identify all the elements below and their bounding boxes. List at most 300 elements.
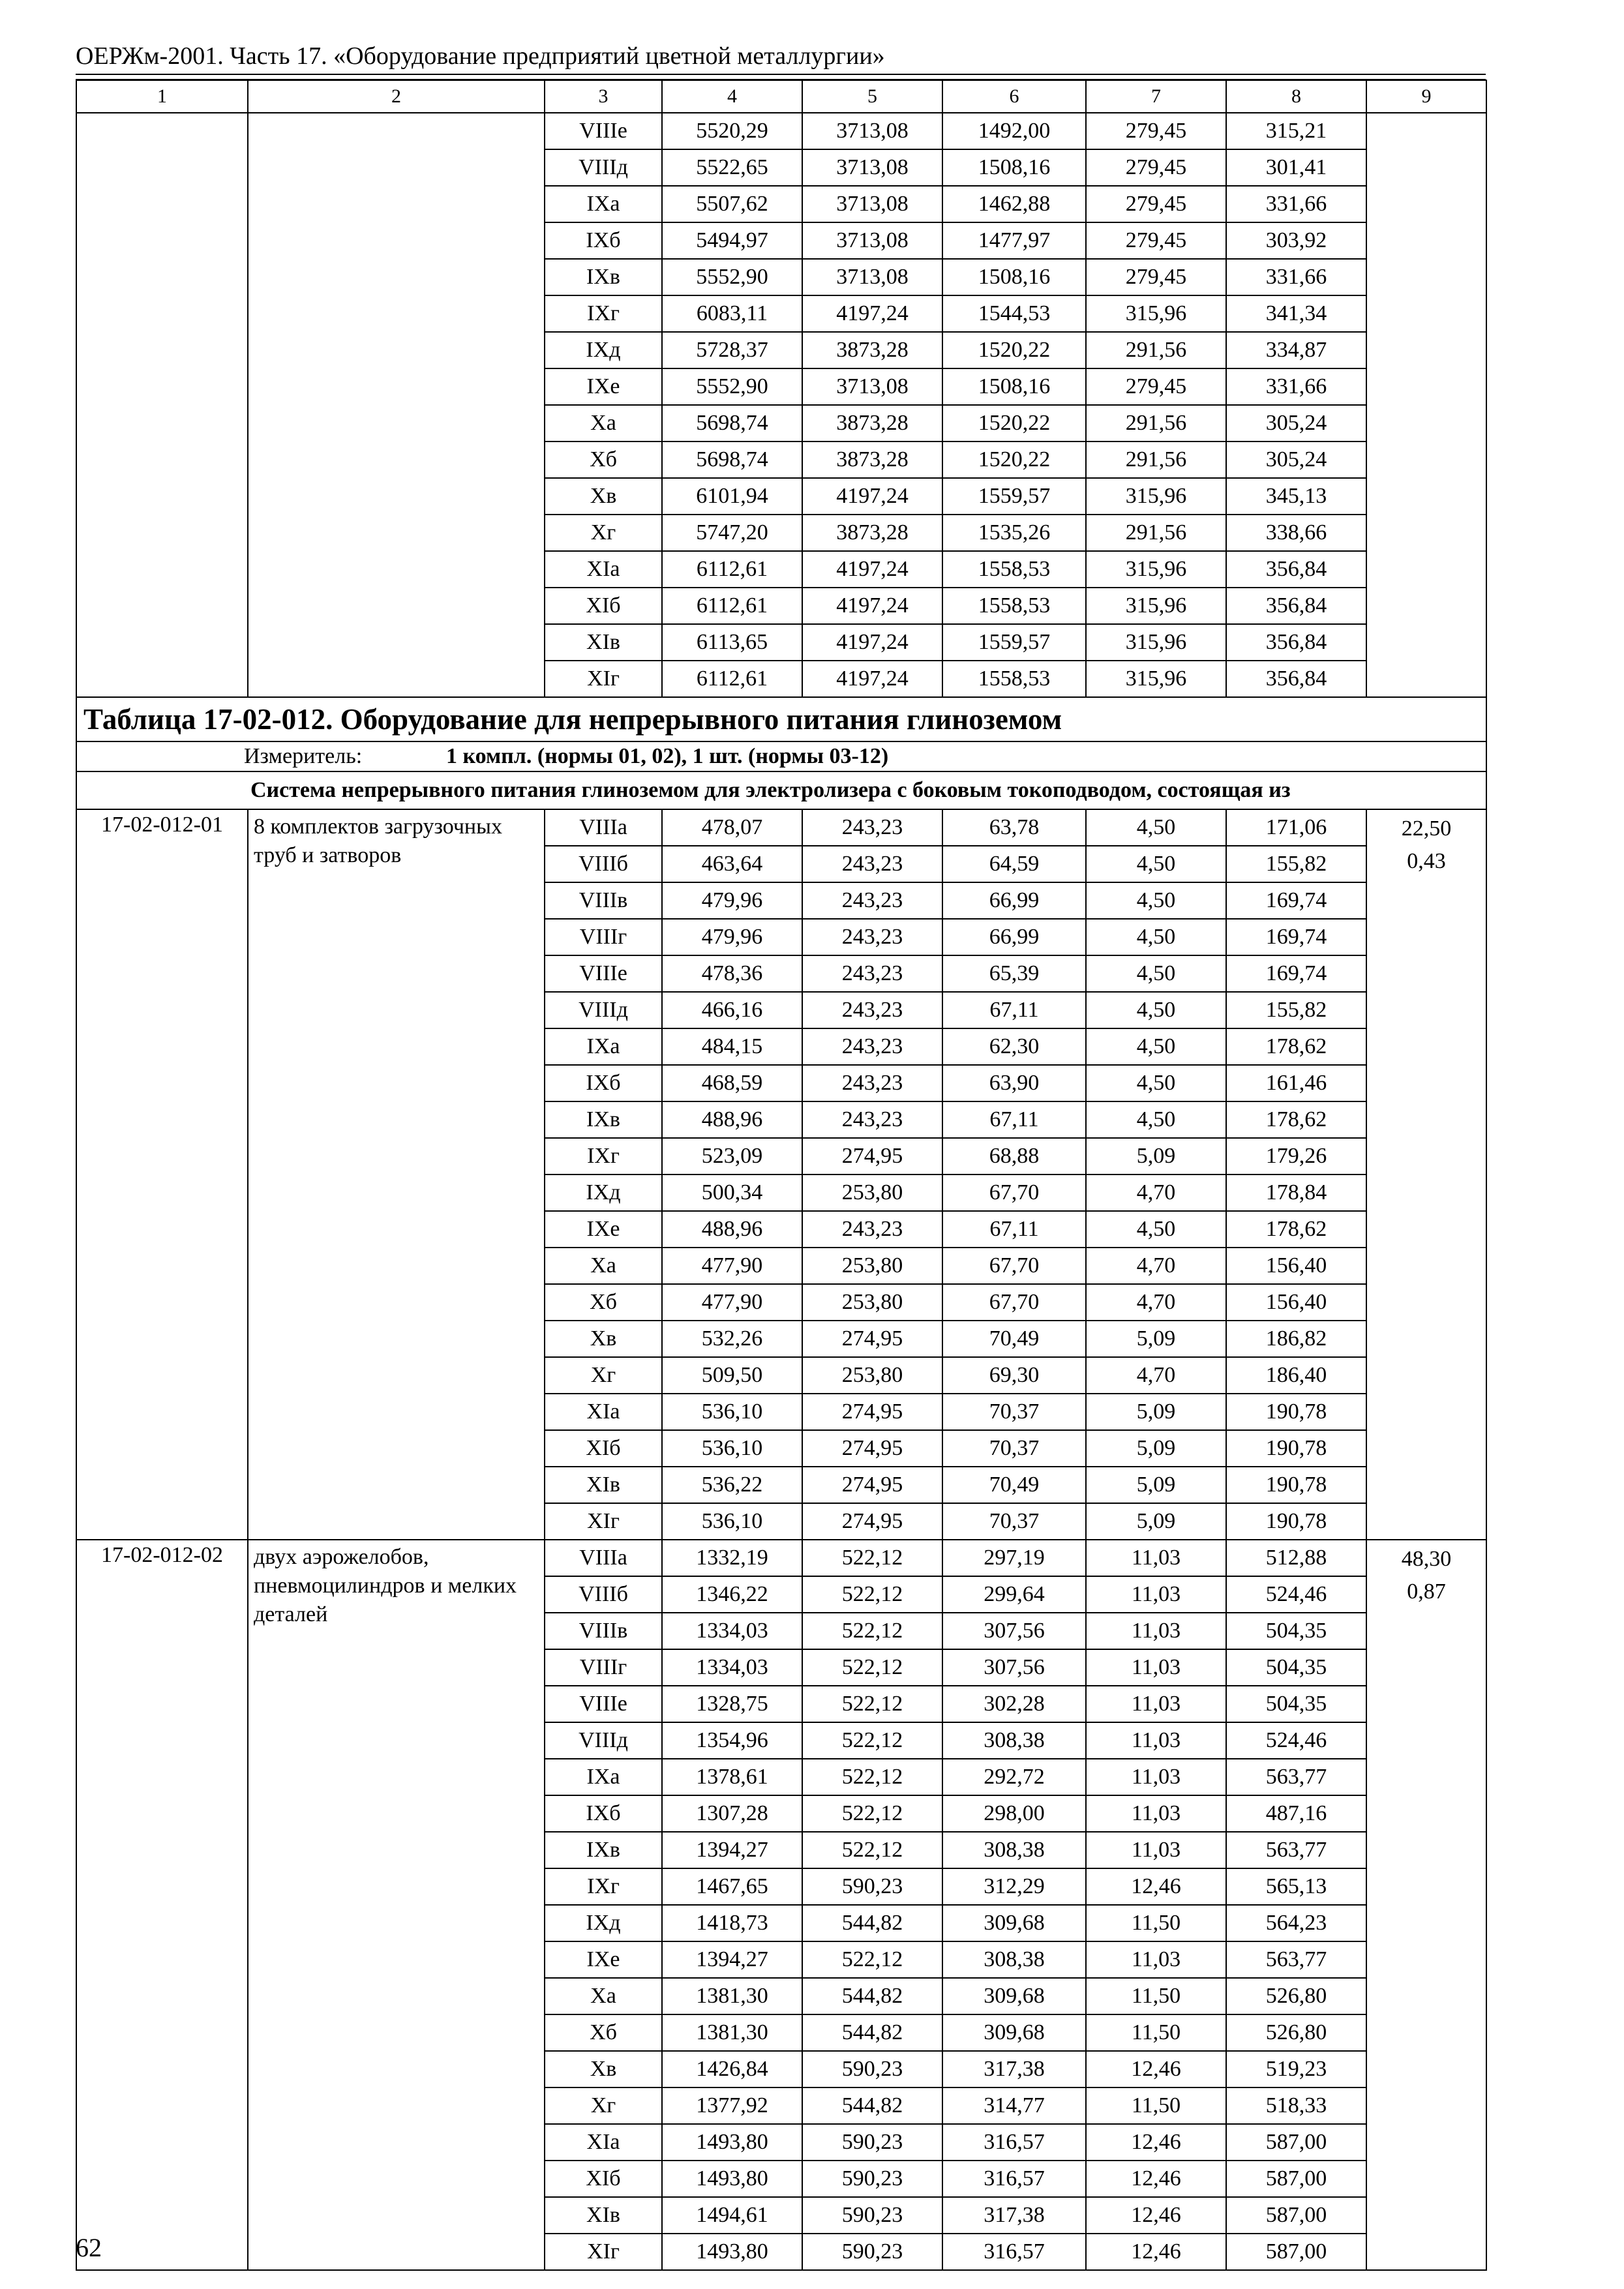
machines-cell: 299,64 <box>942 1576 1086 1613</box>
zone-cell: Xг <box>545 2087 662 2124</box>
machinist-wages-cell: 4,70 <box>1086 1357 1226 1394</box>
zone-cell: IXд <box>545 1905 662 1941</box>
zone-cell: IXа <box>545 186 662 222</box>
machinist-wages-cell: 4,50 <box>1086 846 1226 882</box>
machines-cell: 316,57 <box>942 2234 1086 2270</box>
zone-cell: IXг <box>545 1138 662 1174</box>
machines-cell: 68,88 <box>942 1138 1086 1174</box>
total-cost-cell: 478,36 <box>662 955 802 992</box>
wages-cell: 4197,24 <box>802 478 942 515</box>
wages-cell: 590,23 <box>802 2161 942 2197</box>
zone-cell: VIIIг <box>545 919 662 955</box>
column-number: 1 <box>76 80 248 113</box>
machines-cell: 66,99 <box>942 919 1086 955</box>
machinist-wages-cell: 315,96 <box>1086 588 1226 624</box>
zone-cell: IXб <box>545 1065 662 1101</box>
materials-cell: 155,82 <box>1226 992 1366 1028</box>
materials-cell: 345,13 <box>1226 478 1366 515</box>
zone-cell: VIIIб <box>545 1576 662 1613</box>
table-row <box>76 113 1486 149</box>
zone-cell: VIIIе <box>545 955 662 992</box>
machines-cell: 302,28 <box>942 1686 1086 1722</box>
machinist-wages-cell: 279,45 <box>1086 186 1226 222</box>
wages-cell: 3713,08 <box>802 368 942 405</box>
machinist-wages-cell: 11,03 <box>1086 1759 1226 1795</box>
wages-cell: 590,23 <box>802 2234 942 2270</box>
materials-cell: 179,26 <box>1226 1138 1366 1174</box>
machinist-wages-cell: 279,45 <box>1086 149 1226 186</box>
zone-cell: XIг <box>545 2234 662 2270</box>
code-cell <box>76 113 248 697</box>
wages-cell: 243,23 <box>802 955 942 992</box>
machines-cell: 67,11 <box>942 1101 1086 1138</box>
machines-cell: 308,38 <box>942 1941 1086 1978</box>
total-cost-cell: 1334,03 <box>662 1649 802 1686</box>
wages-cell: 522,12 <box>802 1722 942 1759</box>
zone-cell: IXв <box>545 1832 662 1868</box>
wages-cell: 253,80 <box>802 1284 942 1321</box>
zone-cell: Xа <box>545 1248 662 1284</box>
machinist-wages-cell: 12,46 <box>1086 2124 1226 2161</box>
zone-cell: XIа <box>545 551 662 588</box>
materials-cell: 526,80 <box>1226 1978 1366 2014</box>
zone-cell: IXд <box>545 332 662 368</box>
wages-cell: 274,95 <box>802 1394 942 1430</box>
machines-cell: 1544,53 <box>942 295 1086 332</box>
total-cost-cell: 5552,90 <box>662 368 802 405</box>
total-cost-cell: 1328,75 <box>662 1686 802 1722</box>
wages-cell: 544,82 <box>802 2087 942 2124</box>
machines-cell: 307,56 <box>942 1613 1086 1649</box>
wages-cell: 590,23 <box>802 2124 942 2161</box>
machines-cell: 1508,16 <box>942 259 1086 295</box>
materials-cell: 331,66 <box>1226 368 1366 405</box>
machinist-wages-cell: 12,46 <box>1086 2051 1226 2087</box>
measurer-row <box>76 741 1486 771</box>
column-number-row <box>76 80 1486 113</box>
machines-cell: 1520,22 <box>942 441 1086 478</box>
total-cost-cell: 1493,80 <box>662 2161 802 2197</box>
total-cost-cell: 5728,37 <box>662 332 802 368</box>
machines-cell: 63,90 <box>942 1065 1086 1101</box>
total-cost-cell: 468,59 <box>662 1065 802 1101</box>
labor-cell <box>1366 1540 1486 2270</box>
materials-cell: 341,34 <box>1226 295 1366 332</box>
wages-cell: 253,80 <box>802 1357 942 1394</box>
zone-cell: XIа <box>545 2124 662 2161</box>
machines-cell: 308,38 <box>942 1832 1086 1868</box>
total-cost-cell: 5522,65 <box>662 149 802 186</box>
total-cost-cell: 477,90 <box>662 1284 802 1321</box>
wages-cell: 243,23 <box>802 1211 942 1248</box>
machines-cell: 309,68 <box>942 1978 1086 2014</box>
materials-cell: 178,62 <box>1226 1101 1366 1138</box>
machinist-wages-cell: 11,50 <box>1086 2014 1226 2051</box>
machines-cell: 64,59 <box>942 846 1086 882</box>
labor-cell <box>1366 809 1486 1540</box>
wages-cell: 243,23 <box>802 1028 942 1065</box>
wages-cell: 274,95 <box>802 1321 942 1357</box>
description-cell <box>248 113 545 697</box>
materials-cell: 169,74 <box>1226 919 1366 955</box>
zone-cell: VIIIа <box>545 809 662 846</box>
total-cost-cell: 1493,80 <box>662 2234 802 2270</box>
machines-cell: 66,99 <box>942 882 1086 919</box>
labor-cell <box>1366 113 1486 697</box>
total-cost-cell: 466,16 <box>662 992 802 1028</box>
machines-cell: 1559,57 <box>942 624 1086 661</box>
total-cost-cell: 6112,61 <box>662 661 802 697</box>
machinist-wages-cell: 4,50 <box>1086 809 1226 846</box>
machinist-wages-cell: 4,50 <box>1086 1065 1226 1101</box>
wages-cell: 253,80 <box>802 1174 942 1211</box>
total-cost-cell: 6083,11 <box>662 295 802 332</box>
machines-cell: 297,19 <box>942 1540 1086 1576</box>
machines-cell: 67,11 <box>942 992 1086 1028</box>
materials-cell: 526,80 <box>1226 2014 1366 2051</box>
zone-cell: XIа <box>545 1394 662 1430</box>
machinist-wages-cell: 5,09 <box>1086 1430 1226 1467</box>
zone-cell: XIг <box>545 1503 662 1540</box>
wages-cell: 3713,08 <box>802 149 942 186</box>
machinist-wages-cell: 12,46 <box>1086 2161 1226 2197</box>
machines-cell: 67,70 <box>942 1174 1086 1211</box>
zone-cell: VIIIд <box>545 992 662 1028</box>
zone-cell: VIIIб <box>545 846 662 882</box>
materials-cell: 512,88 <box>1226 1540 1366 1576</box>
materials-cell: 504,35 <box>1226 1613 1366 1649</box>
materials-cell: 331,66 <box>1226 259 1366 295</box>
zone-cell: Xв <box>545 2051 662 2087</box>
column-number: 2 <box>248 80 545 113</box>
zone-cell: Xг <box>545 1357 662 1394</box>
total-cost-cell: 1394,27 <box>662 1832 802 1868</box>
wages-cell: 522,12 <box>802 1795 942 1832</box>
machines-cell: 70,49 <box>942 1321 1086 1357</box>
zone-cell: XIб <box>545 2161 662 2197</box>
materials-cell: 587,00 <box>1226 2161 1366 2197</box>
machinist-wages-cell: 315,96 <box>1086 551 1226 588</box>
zone-cell: VIIIд <box>545 149 662 186</box>
total-cost-cell: 1307,28 <box>662 1795 802 1832</box>
materials-cell: 315,21 <box>1226 113 1366 149</box>
wages-cell: 590,23 <box>802 2197 942 2234</box>
materials-cell: 504,35 <box>1226 1649 1366 1686</box>
materials-cell: 305,24 <box>1226 441 1366 478</box>
zone-cell: XIв <box>545 1467 662 1503</box>
zone-cell: Xв <box>545 1321 662 1357</box>
wages-cell: 4197,24 <box>802 551 942 588</box>
running-header: ОЕРЖм-2001. Часть 17. «Оборудование предприятий цветной металлургии» <box>76 42 885 70</box>
zone-cell: XIв <box>545 624 662 661</box>
machines-cell: 309,68 <box>942 2014 1086 2051</box>
zone-cell: IXв <box>545 259 662 295</box>
total-cost-cell: 1334,03 <box>662 1613 802 1649</box>
machinist-wages-cell: 12,46 <box>1086 2197 1226 2234</box>
machines-cell: 65,39 <box>942 955 1086 992</box>
total-cost-cell: 1394,27 <box>662 1941 802 1978</box>
total-cost-cell: 5698,74 <box>662 441 802 478</box>
zone-cell: IXб <box>545 1795 662 1832</box>
machinist-wages-cell: 5,09 <box>1086 1138 1226 1174</box>
machinist-wages-cell: 4,50 <box>1086 1211 1226 1248</box>
zone-cell: VIIIв <box>545 882 662 919</box>
zone-cell: IXб <box>545 222 662 259</box>
wages-cell: 4197,24 <box>802 624 942 661</box>
wages-cell: 3873,28 <box>802 332 942 368</box>
norm-description: 8 комплектов загрузочных труб и затворов <box>248 809 545 1540</box>
wages-cell: 3713,08 <box>802 186 942 222</box>
materials-cell: 563,77 <box>1226 1941 1366 1978</box>
wages-cell: 522,12 <box>802 1540 942 1576</box>
machinist-wages-cell: 315,96 <box>1086 624 1226 661</box>
total-cost-cell: 6113,65 <box>662 624 802 661</box>
materials-cell: 563,77 <box>1226 1759 1366 1795</box>
measurer-value: 1 компл. (нормы 01, 02), 1 шт. (нормы 03-12) <box>446 744 889 768</box>
labor-hours: 48,30 <box>1401 1547 1452 1571</box>
measurer <box>76 741 1486 771</box>
wages-cell: 274,95 <box>802 1503 942 1540</box>
system-heading-row <box>76 771 1486 809</box>
materials-cell: 563,77 <box>1226 1832 1366 1868</box>
machines-cell: 317,38 <box>942 2051 1086 2087</box>
column-number: 3 <box>545 80 662 113</box>
zone-cell: VIIIа <box>545 1540 662 1576</box>
total-cost-cell: 1378,61 <box>662 1759 802 1795</box>
wages-cell: 3713,08 <box>802 259 942 295</box>
machines-cell: 1462,88 <box>942 186 1086 222</box>
materials-cell: 303,92 <box>1226 222 1366 259</box>
machines-cell: 67,70 <box>942 1284 1086 1321</box>
total-cost-cell: 536,22 <box>662 1467 802 1503</box>
machines-cell: 1508,16 <box>942 149 1086 186</box>
norm-description: двух аэрожелобов, пневмоцилиндров и мелких деталей <box>248 1540 545 2270</box>
machinist-wages-cell: 11,50 <box>1086 2087 1226 2124</box>
materials-cell: 155,82 <box>1226 846 1366 882</box>
materials-cell: 171,06 <box>1226 809 1366 846</box>
machines-cell: 70,37 <box>942 1394 1086 1430</box>
system-heading: Система непрерывного питания глиноземом для электролизера с боковым токоподводом, состоящая из <box>76 771 1486 809</box>
machinist-wages-cell: 279,45 <box>1086 113 1226 149</box>
wages-cell: 544,82 <box>802 1905 942 1941</box>
total-cost-cell: 488,96 <box>662 1211 802 1248</box>
machinist-wages-cell: 279,45 <box>1086 259 1226 295</box>
norm-code: 17-02-012-02 <box>76 1540 248 2270</box>
zone-cell: Xб <box>545 441 662 478</box>
column-number: 8 <box>1226 80 1366 113</box>
machines-cell: 1520,22 <box>942 405 1086 441</box>
materials-cell: 190,78 <box>1226 1394 1366 1430</box>
total-cost-cell: 6112,61 <box>662 588 802 624</box>
materials-cell: 190,78 <box>1226 1467 1366 1503</box>
wages-cell: 522,12 <box>802 1941 942 1978</box>
machines-cell: 1558,53 <box>942 588 1086 624</box>
machines-cell: 316,57 <box>942 2161 1086 2197</box>
materials-cell: 156,40 <box>1226 1248 1366 1284</box>
wages-cell: 590,23 <box>802 2051 942 2087</box>
machines-cell: 307,56 <box>942 1649 1086 1686</box>
total-cost-cell: 1332,19 <box>662 1540 802 1576</box>
column-number: 5 <box>802 80 942 113</box>
total-cost-cell: 479,96 <box>662 882 802 919</box>
wages-cell: 243,23 <box>802 1101 942 1138</box>
zone-cell: XIв <box>545 2197 662 2234</box>
wages-cell: 4197,24 <box>802 661 942 697</box>
machinist-wages-cell: 11,03 <box>1086 1686 1226 1722</box>
materials-cell: 518,33 <box>1226 2087 1366 2124</box>
machinist-wages-cell: 4,70 <box>1086 1174 1226 1211</box>
machines-cell: 69,30 <box>942 1357 1086 1394</box>
machines-cell: 1477,97 <box>942 222 1086 259</box>
materials-cell: 519,23 <box>1226 2051 1366 2087</box>
table-row <box>76 1540 1486 1576</box>
machines-cell: 1520,22 <box>942 332 1086 368</box>
zone-cell: VIIIд <box>545 1722 662 1759</box>
machines-cell: 308,38 <box>942 1722 1086 1759</box>
materials-cell: 331,66 <box>1226 186 1366 222</box>
materials-cell: 565,13 <box>1226 1868 1366 1905</box>
materials-cell: 156,40 <box>1226 1284 1366 1321</box>
materials-cell: 178,62 <box>1226 1028 1366 1065</box>
wages-cell: 274,95 <box>802 1467 942 1503</box>
column-number: 7 <box>1086 80 1226 113</box>
wages-cell: 243,23 <box>802 882 942 919</box>
machinist-wages-cell: 11,03 <box>1086 1613 1226 1649</box>
machinist-wages-cell: 291,56 <box>1086 515 1226 551</box>
machinist-wages-cell: 279,45 <box>1086 368 1226 405</box>
machinist-wages-cell: 291,56 <box>1086 332 1226 368</box>
machinist-wages-cell: 4,50 <box>1086 919 1226 955</box>
total-cost-cell: 1381,30 <box>662 1978 802 2014</box>
labor-grade: 0,43 <box>1407 849 1446 873</box>
materials-cell: 564,23 <box>1226 1905 1366 1941</box>
wages-cell: 243,23 <box>802 919 942 955</box>
materials-cell: 356,84 <box>1226 661 1366 697</box>
zone-cell: Xб <box>545 2014 662 2051</box>
total-cost-cell: 1418,73 <box>662 1905 802 1941</box>
norm-code: 17-02-012-01 <box>76 809 248 1540</box>
machinist-wages-cell: 5,09 <box>1086 1503 1226 1540</box>
wages-cell: 3873,28 <box>802 405 942 441</box>
labor-hours: 22,50 <box>1401 816 1452 841</box>
wages-cell: 4197,24 <box>802 588 942 624</box>
wages-cell: 522,12 <box>802 1759 942 1795</box>
total-cost-cell: 6112,61 <box>662 551 802 588</box>
machinist-wages-cell: 4,50 <box>1086 1101 1226 1138</box>
zone-cell: IXа <box>545 1759 662 1795</box>
machines-cell: 316,57 <box>942 2124 1086 2161</box>
total-cost-cell: 5747,20 <box>662 515 802 551</box>
machinist-wages-cell: 291,56 <box>1086 441 1226 478</box>
machines-cell: 70,49 <box>942 1467 1086 1503</box>
materials-cell: 186,82 <box>1226 1321 1366 1357</box>
machinist-wages-cell: 5,09 <box>1086 1321 1226 1357</box>
zone-cell: XIг <box>545 661 662 697</box>
materials-cell: 524,46 <box>1226 1722 1366 1759</box>
machinist-wages-cell: 4,50 <box>1086 1028 1226 1065</box>
materials-cell: 338,66 <box>1226 515 1366 551</box>
total-cost-cell: 5507,62 <box>662 186 802 222</box>
wages-cell: 243,23 <box>802 809 942 846</box>
wages-cell: 522,12 <box>802 1613 942 1649</box>
machinist-wages-cell: 5,09 <box>1086 1394 1226 1430</box>
wages-cell: 590,23 <box>802 1868 942 1905</box>
total-cost-cell: 523,09 <box>662 1138 802 1174</box>
machinist-wages-cell: 5,09 <box>1086 1467 1226 1503</box>
wages-cell: 4197,24 <box>802 295 942 332</box>
table-title: Таблица 17-02-012. Оборудование для непрерывного питания глиноземом <box>76 697 1486 741</box>
materials-cell: 587,00 <box>1226 2124 1366 2161</box>
materials-cell: 504,35 <box>1226 1686 1366 1722</box>
zone-cell: IXд <box>545 1174 662 1211</box>
machinist-wages-cell: 291,56 <box>1086 405 1226 441</box>
machinist-wages-cell: 4,50 <box>1086 882 1226 919</box>
header-rule-top <box>76 74 1486 75</box>
machinist-wages-cell: 315,96 <box>1086 478 1226 515</box>
zone-cell: IXе <box>545 1211 662 1248</box>
total-cost-cell: 536,10 <box>662 1503 802 1540</box>
zone-cell: XIб <box>545 1430 662 1467</box>
total-cost-cell: 478,07 <box>662 809 802 846</box>
machinist-wages-cell: 4,70 <box>1086 1284 1226 1321</box>
zone-cell: Xа <box>545 405 662 441</box>
materials-cell: 334,87 <box>1226 332 1366 368</box>
machinist-wages-cell: 4,70 <box>1086 1248 1226 1284</box>
zone-cell: IXе <box>545 368 662 405</box>
machines-cell: 67,70 <box>942 1248 1086 1284</box>
total-cost-cell: 536,10 <box>662 1394 802 1430</box>
materials-cell: 169,74 <box>1226 955 1366 992</box>
wages-cell: 274,95 <box>802 1430 942 1467</box>
wages-cell: 243,23 <box>802 992 942 1028</box>
machinist-wages-cell: 11,03 <box>1086 1540 1226 1576</box>
materials-cell: 178,62 <box>1226 1211 1366 1248</box>
zone-cell: IXг <box>545 295 662 332</box>
machinist-wages-cell: 11,50 <box>1086 1978 1226 2014</box>
materials-cell: 178,84 <box>1226 1174 1366 1211</box>
wages-cell: 3713,08 <box>802 222 942 259</box>
norms-table <box>76 80 1487 2271</box>
zone-cell: XIб <box>545 588 662 624</box>
total-cost-cell: 488,96 <box>662 1101 802 1138</box>
wages-cell: 243,23 <box>802 846 942 882</box>
machines-cell: 298,00 <box>942 1795 1086 1832</box>
wages-cell: 3713,08 <box>802 113 942 149</box>
machines-cell: 292,72 <box>942 1759 1086 1795</box>
machinist-wages-cell: 11,03 <box>1086 1576 1226 1613</box>
wages-cell: 274,95 <box>802 1138 942 1174</box>
column-number: 4 <box>662 80 802 113</box>
materials-cell: 301,41 <box>1226 149 1366 186</box>
wages-cell: 544,82 <box>802 2014 942 2051</box>
total-cost-cell: 1354,96 <box>662 1722 802 1759</box>
total-cost-cell: 463,64 <box>662 846 802 882</box>
machinist-wages-cell: 4,50 <box>1086 955 1226 992</box>
zone-cell: Xв <box>545 478 662 515</box>
zone-cell: IXе <box>545 1941 662 1978</box>
zone-cell: Xг <box>545 515 662 551</box>
total-cost-cell: 6101,94 <box>662 478 802 515</box>
total-cost-cell: 536,10 <box>662 1430 802 1467</box>
machines-cell: 62,30 <box>942 1028 1086 1065</box>
machines-cell: 63,78 <box>942 809 1086 846</box>
wages-cell: 253,80 <box>802 1248 942 1284</box>
machinist-wages-cell: 11,03 <box>1086 1795 1226 1832</box>
zone-cell: VIIIг <box>545 1649 662 1686</box>
total-cost-cell: 1467,65 <box>662 1868 802 1905</box>
machines-cell: 1559,57 <box>942 478 1086 515</box>
materials-cell: 356,84 <box>1226 588 1366 624</box>
